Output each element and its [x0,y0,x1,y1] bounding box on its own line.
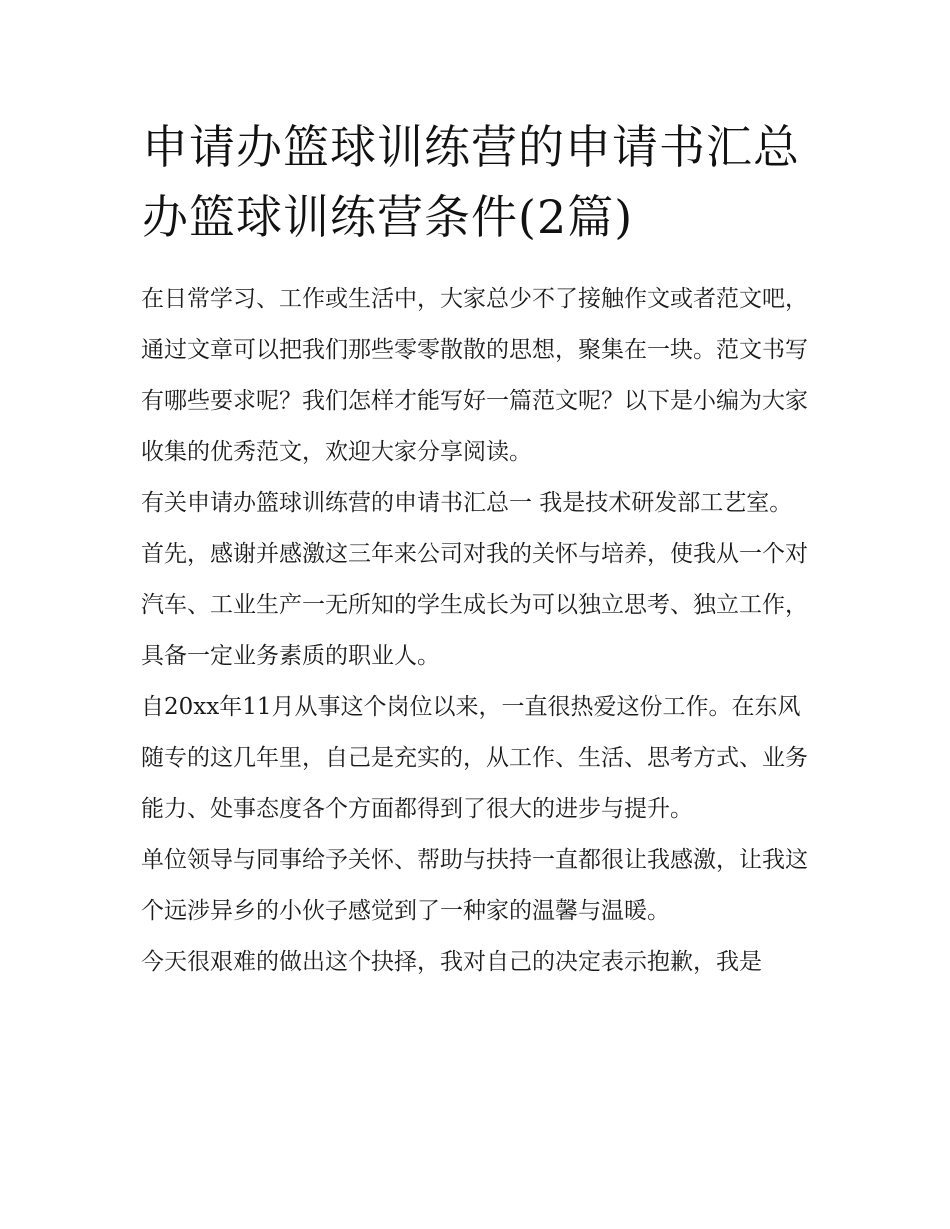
paragraph-colleagues: 单位领导与同事给予关怀、帮助与扶持一直都很让我感激，让我这个远涉异乡的小伙子感觉到了一种家的温馨与温暖。 [141,847,808,924]
document-title: 申请办篮球训练营的申请书汇总 办篮球训练营条件(2篇) [142,120,800,244]
document-body [141,274,821,988]
paragraph-heading-one: 有关申请办篮球训练营的申请书汇总一 我是技术研发部工艺室。 [141,490,793,516]
paragraph-intro: 在日常学习、工作或生活中，大家总少不了接触作文或者范文吧，通过文章可以把我们那些零零散散的思想，聚集在一块。范文书写有哪些要求呢？我们怎样才能写好一篇范文呢？以下是小编为大家收集的优秀范文，欢迎大家分享阅读。 [141,286,808,465]
paragraph-gratitude: 首先，感谢并感激这三年来公司对我的关怀与培养，使我从一个对汽车、工业生产一无所知的学生成长为可以独立思考、独立工作，具备一定业务素质的职业人。 [141,541,808,669]
paragraph-decision: 今天很艰难的做出这个抉择，我对自己的决定表示抱歉，我是 [141,949,762,975]
paragraph-experience: 自20xx年11月从事这个岗位以来，一直很热爱这份工作。在东风随专的这几年里，自己是充实的，从工作、生活、思考方式、业务能力、处事态度各个方面都得到了很大的进步与提升。 [141,694,808,822]
